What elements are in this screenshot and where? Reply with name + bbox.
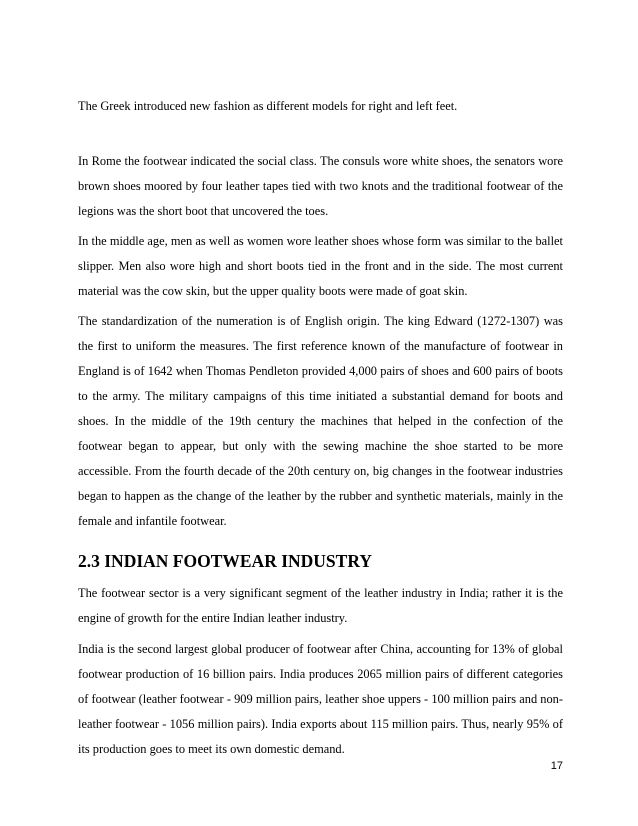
paragraph-standardization: The standardization of the numeration is of English origin. The king Edward (1272-1307) was the first to uniform the measures. The first reference known of the manufacture of footwear in England is of 1642 when Thomas Pendleton provided 4,000 pairs of shoes and 600 pairs of boots to the army. The military campaigns of this time initiated a substantial demand for boots and shoes. In the middle of the 19th century the machines that helped in the confection of the footwear began to appear, but only with the sewing machine the shoe started to be more accessible. From the fourth decade of the 20th century on, big changes in the footwear industries began to happen as the change of the leather by the rubber and synthetic materials, mainly in the female and infantile footwear. [78,314,563,528]
paragraph-greek-fashion: The Greek introduced new fashion as different models for right and left feet. [78,99,458,113]
paragraph-footwear-sector: The footwear sector is a very significant segment of the leather industry in India; rather it is the engine of growth for the entire Indian leather industry. [78,586,563,625]
paragraph-india-production: India is the second largest global producer of footwear after China, accounting for 13% of global footwear production of 16 billion pairs. India produces 2065 million pairs of different categories of footwear (leather footwear - 909 million pairs, leather shoe uppers - 100 million pairs and non-leather footwear - 1056 million pairs). India exports about 115 million pairs. Thus, nearly 95% of its production goes to meet its own domestic demand. [78,642,563,756]
paragraph-middle-age: In the middle age, men as well as women wore leather shoes whose form was similar to the ballet slipper. Men also wore high and short boots tied in the front and in the side. The most current material was the cow skin, but the upper quality boots were made of goat skin. [78,234,563,298]
page-number: 17 [550,760,563,772]
paragraph-rome-footwear: In Rome the footwear indicated the social class. The consuls wore white shoes, the senators wore brown shoes moored by four leather tapes tied with two knots and the traditional footwear of the legions was the short boot that uncovered the toes. [78,154,563,218]
section-heading: 2.3 INDIAN FOOTWEAR INDUSTRY [78,551,372,571]
